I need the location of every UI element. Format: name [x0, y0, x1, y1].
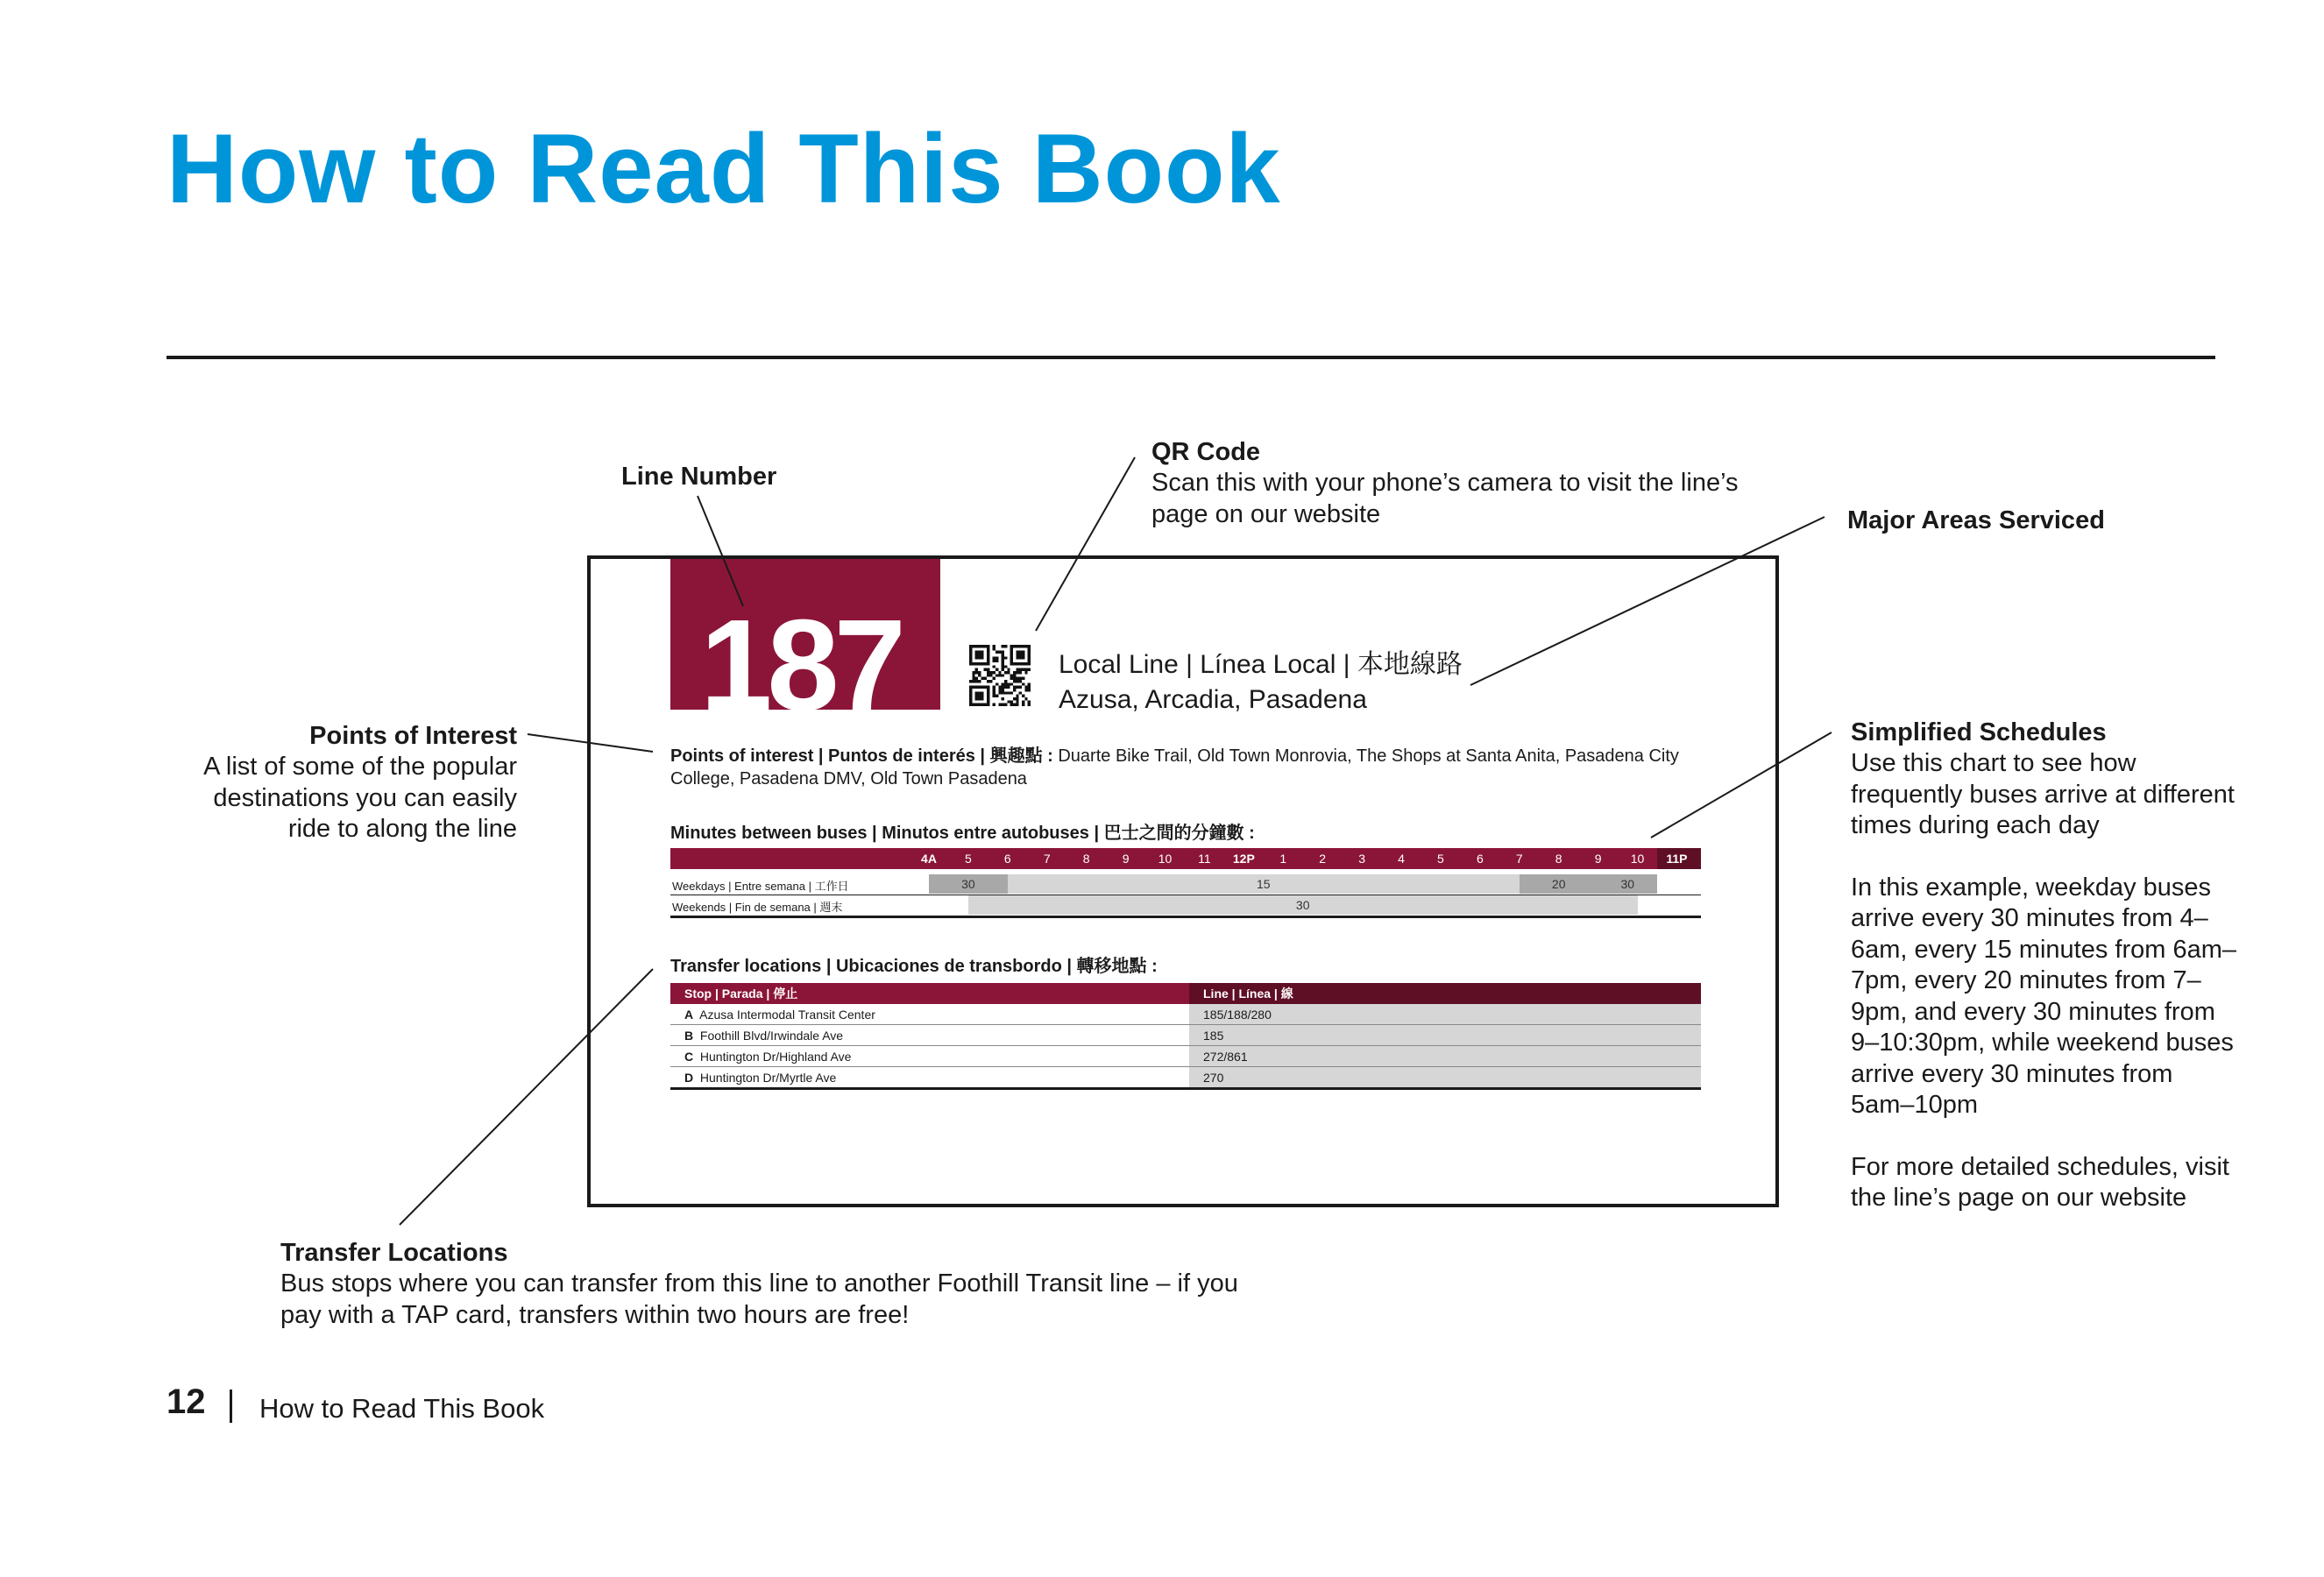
poi-label: Points of interest | Puntos de interés | 興趣點 : — [670, 746, 1053, 766]
schedule-heading: Minutes between buses | Minutos entre autobuses | 巴士之間的分鐘數 : — [670, 824, 1255, 843]
schedule-hour-label: 9 — [1594, 852, 1602, 866]
transfer-stop-letter: C — [684, 1049, 694, 1064]
schedule-hour-label: 11 — [1198, 852, 1211, 866]
page-title: How to Read This Book — [167, 114, 1281, 223]
schedule-frequency-segment: 30 — [968, 895, 1638, 915]
callout-schedules-body-1: Use this chart to see how frequently buses arrive at different times during each day — [1851, 749, 2235, 839]
transfer-stop-name: Huntington Dr/Myrtle Ave — [693, 1070, 837, 1085]
schedule-hour-label: 2 — [1319, 852, 1327, 866]
callout-qr-code-heading: QR Code — [1151, 438, 1261, 466]
transfer-stop-letter: B — [684, 1028, 694, 1043]
schedule-hour-label: 1 — [1279, 852, 1287, 866]
schedule-row-label: Weekdays | Entre semana | 工作日 — [672, 880, 849, 893]
transfer-stop-name: Foothill Blvd/Irwindale Ave — [693, 1028, 844, 1043]
service-type: Local Line | Línea Local | 本地線路 — [1059, 650, 1463, 679]
transfer-lines-cell: 270 — [1189, 1067, 1701, 1089]
schedule-hour-label: 7 — [1515, 852, 1523, 866]
callout-transfer-body: Bus stops where you can transfer from this line to another Foothill Transit line – if you pay with a TAP card, transfers within two hours are free! — [280, 1269, 1238, 1329]
transfer-stop-letter: A — [684, 1007, 694, 1022]
schedule-hour-label: 6 — [1003, 852, 1011, 866]
callout-schedules-body-2: In this example, weekday buses arrive every 30 minutes from 4–6am, every 15 minutes from 6am–7pm, every 20 minutes from 7–9pm, and every 30 minutes from 9–10:30pm, while weekend buses arrive every 30 minutes from 5am–10pm — [1851, 873, 2237, 1119]
transfer-lines-cell: 185/188/280 — [1189, 1004, 1701, 1025]
transfer-stop-name: Azusa Intermodal Transit Center — [693, 1007, 875, 1022]
schedule-hour-label: 4 — [1398, 852, 1405, 866]
schedule-hour-label: 8 — [1555, 852, 1562, 866]
poi-list: Duarte Bike Trail, Old Town Monrovia, The Shops at Santa Anita, Pasadena City College, Pasadena DMV, Old Town Pasadena — [670, 746, 1679, 788]
callout-line-number-heading: Line Number — [621, 463, 777, 491]
schedule-hour-label: 11P — [1666, 852, 1688, 866]
leader-transfer-locations — [400, 969, 653, 1225]
schedule-frequency-segment: 30 — [1598, 874, 1657, 894]
callout-transfer-heading: Transfer Locations — [280, 1239, 508, 1267]
schedule-row-label: Weekends | Fin de semana | 週末 — [672, 901, 843, 914]
schedule-hour-label: 9 — [1122, 852, 1130, 866]
schedule-frequency-segment: 30 — [929, 874, 1008, 894]
schedule-hour-label: 12P — [1232, 852, 1255, 866]
schedule-hour-label: 10 — [1630, 852, 1645, 866]
schedule-hour-label: 8 — [1082, 852, 1090, 866]
transfer-stop-name: Huntington Dr/Highland Ave — [693, 1049, 852, 1064]
transfer-line-header: Line | Línea | 線 — [1189, 983, 1701, 1004]
schedule-hour-label: 7 — [1043, 852, 1051, 866]
line-number: 187 — [700, 593, 901, 710]
leader-qr-code — [1036, 457, 1135, 631]
transfer-stop-header: Stop | Parada | 停止 — [670, 983, 1189, 1004]
callout-poi-body: A list of some of the popular destinations you can easily ride to along the line — [203, 753, 517, 843]
transfer-stop-letter: D — [684, 1070, 694, 1085]
footer-section-title: How to Read This Book — [259, 1393, 545, 1424]
transfer-lines-cell: 272/861 — [1189, 1046, 1701, 1067]
leader-major-areas — [1470, 517, 1824, 685]
schedule-hour-label: 10 — [1158, 852, 1173, 866]
callout-qr-code-body: Scan this with your phone’s camera to visit the line’s page on our website — [1151, 469, 1739, 528]
leader-line-number — [698, 496, 743, 606]
schedule-hour-label: 6 — [1476, 852, 1484, 866]
callout-schedules-body-3: For more detailed schedules, visit the line’s page on our website — [1851, 1152, 2229, 1212]
callout-poi-heading: Points of Interest — [309, 722, 517, 750]
schedule-hour-label: 5 — [1437, 852, 1444, 866]
schedule-frequency-segment: 15 — [1008, 874, 1520, 894]
callout-schedules-heading: Simplified Schedules — [1851, 718, 2107, 746]
major-areas: Azusa, Arcadia, Pasadena — [1059, 685, 1367, 714]
leader-simplified-schedules — [1651, 732, 1832, 838]
page-number: 12 — [167, 1383, 206, 1421]
schedule-hour-label: 5 — [965, 852, 972, 866]
leader-points-of-interest — [528, 734, 653, 752]
schedule-hour-label: 3 — [1358, 852, 1365, 866]
callout-major-areas-heading: Major Areas Serviced — [1847, 506, 2105, 534]
transfer-lines-cell: 185 — [1189, 1025, 1701, 1046]
footer-divider — [230, 1390, 232, 1423]
schedule-hour-label: 4A — [921, 852, 937, 866]
schedule-frequency-segment: 20 — [1520, 874, 1598, 894]
transfer-heading: Transfer locations | Ubicaciones de transbordo | 轉移地點 : — [670, 957, 1158, 976]
